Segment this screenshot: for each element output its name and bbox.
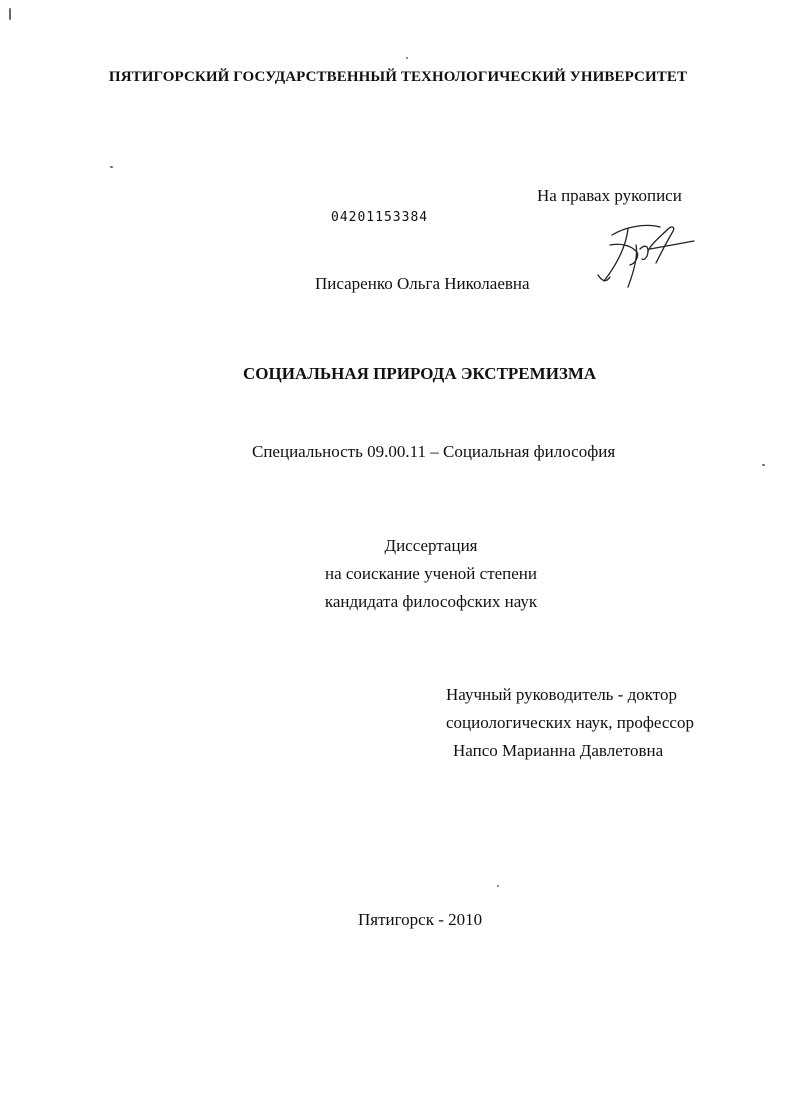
dissertation-title: СОЦИАЛЬНАЯ ПРИРОДА ЭКСТРЕМИЗМА xyxy=(243,364,597,383)
university-name: ПЯТИГОРСКИЙ ГОСУДАРСТВЕННЫЙ ТЕХНОЛОГИЧЕСКИЙ УНИВЕРСИТЕТ xyxy=(108,69,688,85)
scan-speck xyxy=(406,57,408,59)
city-year: Пятигорск - 2010 xyxy=(358,910,483,929)
thesis-line: на соискание ученой степени xyxy=(324,564,538,583)
thesis-line: кандидата философских наук xyxy=(324,592,538,611)
specialty: Специальность 09.00.11 – Социальная философия xyxy=(252,442,616,461)
supervisor-name: Напсо Марианна Давлетовна xyxy=(453,741,664,760)
supervisor-info xyxy=(446,681,694,765)
supervisor-line: Научный руководитель - доктор xyxy=(446,685,677,704)
signature-icon xyxy=(590,215,700,291)
supervisor-line: социологических наук, профессор xyxy=(446,713,694,732)
scan-speck xyxy=(762,464,765,466)
archive-number: 04201153384 xyxy=(331,210,429,225)
author-name: Писаренко Ольга Николаевна xyxy=(315,274,530,293)
scan-speck xyxy=(110,166,113,168)
scan-speck xyxy=(497,885,499,887)
thesis-line: Диссертация xyxy=(384,536,478,555)
manuscript-rights-note: На правах рукописи xyxy=(537,186,682,205)
scan-speck xyxy=(9,8,11,20)
thesis-description xyxy=(300,532,562,616)
